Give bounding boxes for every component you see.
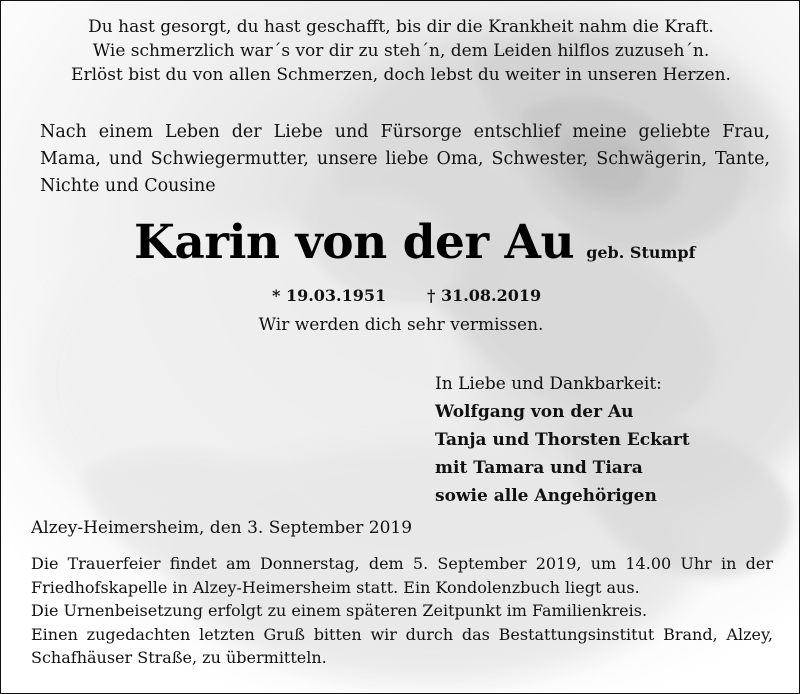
death-date: † 31.08.2019 — [427, 286, 542, 305]
details-line: Die Trauerfeier findet am Donnerstag, dem 5. September 2019, um 14.00 Uhr in der — [31, 554, 773, 573]
funeral-details — [31, 552, 773, 670]
family-member: sowie alle Angehörigen — [435, 486, 657, 506]
poem-verse — [1, 15, 800, 87]
intro-text: Nach einem Leben der Liebe und Fürsorge entschlief meine geliebte Frau, Mama, und Schwiegermutter, unsere liebe Oma, Schwester, Schwägerin, Tante, Nichte und Cousine — [40, 122, 770, 196]
birth-name: geb. Stumpf — [586, 243, 696, 262]
family-heading: In Liebe und Dankbarkeit: — [435, 374, 662, 394]
family-signature — [435, 370, 690, 510]
deceased-name-line — [134, 215, 695, 270]
poem-line: Wie schmerzlich war´s vor dir zu steh´n, dem Leiden hilflos zuzuseh´n. — [92, 41, 710, 61]
family-member: mit Tamara und Tiara — [435, 458, 643, 478]
place-and-date: Alzey-Heimersheim, den 3. September 2019 — [31, 518, 413, 538]
details-line: Die Urnenbeisetzung erfolgt zu einem späteren Zeitpunkt im Familienkreis. — [31, 601, 648, 620]
poem-line: Erlöst bist du von allen Schmerzen, doch lebst du weiter in unseren Herzen. — [71, 65, 731, 85]
poem-line: Du hast gesorgt, du hast geschafft, bis dir die Krankheit nahm die Kraft. — [88, 17, 714, 37]
family-member: Wolfgang von der Au — [435, 402, 634, 422]
details-line: Schafhäuser Straße, zu übermitteln. — [31, 648, 327, 667]
deceased-name: Karin von der Au — [134, 215, 575, 270]
details-line: Friedhofskapelle in Alzey-Heimersheim statt. Ein Kondolenzbuch liegt aus. — [31, 577, 640, 597]
details-line: Einen zugedachten letzten Gruß bitten wir durch das Bestattungsinstitut Brand, Alzey, — [31, 624, 773, 644]
farewell-message: Wir werden dich sehr vermissen. — [258, 315, 544, 335]
birth-date: * 19.03.1951 — [272, 286, 387, 305]
family-member: Tanja und Thorsten Eckart — [435, 430, 690, 450]
